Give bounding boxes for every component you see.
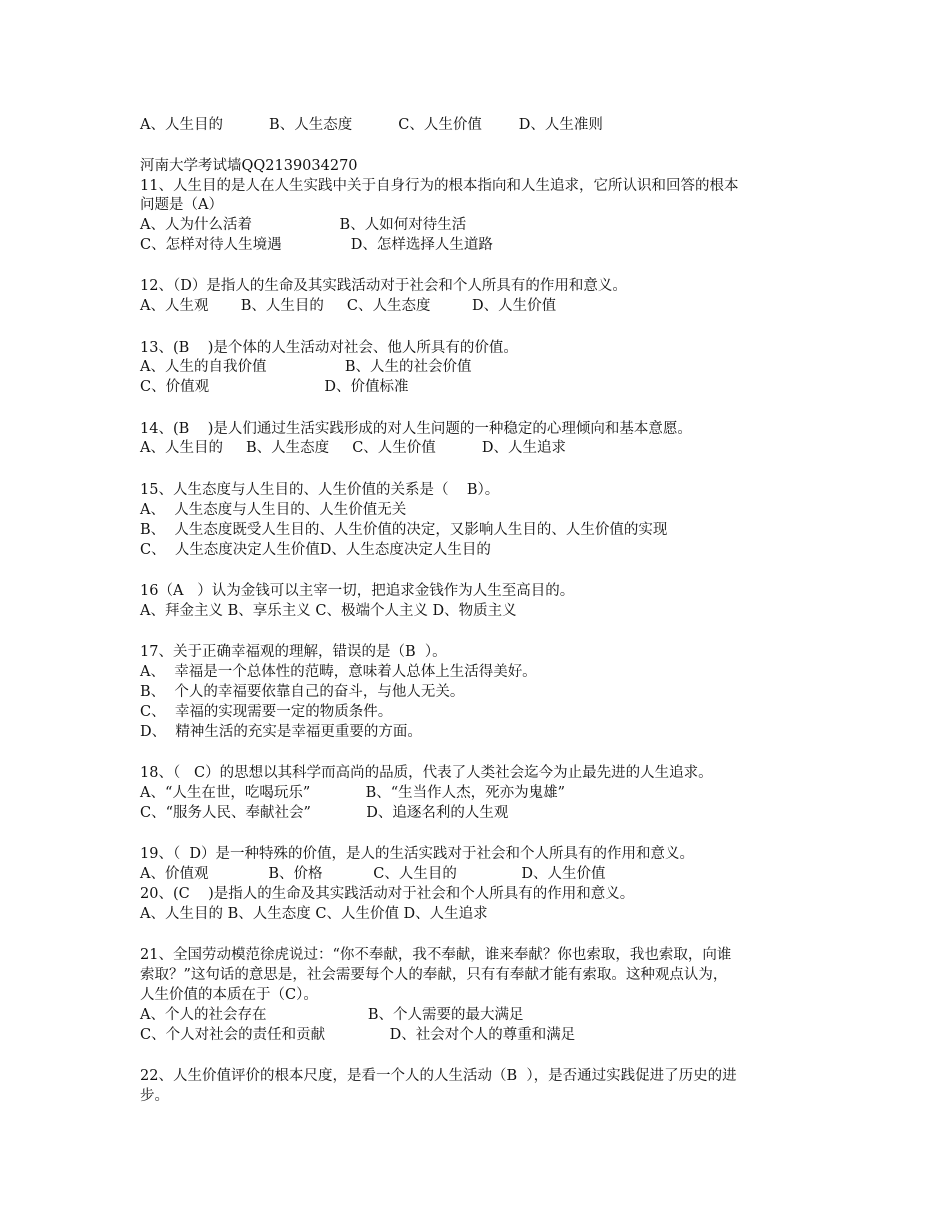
question-10-options: A、人生目的 B、人生态度 C、人生价值 D、人生准则 — [140, 117, 603, 133]
question-12-stem: 12、（D）是指人的生命及其实践活动对于社会和个人所具有的作用和意义。 — [140, 278, 627, 294]
question-17-stem: 17、关于正确幸福观的理解，错误的是（B ）。 — [140, 644, 447, 660]
question-21-options-cd: C、个人对社会的责任和贡献 D、社会对个人的尊重和满足 — [140, 1027, 576, 1043]
question-16-options: A、拜金主义 B、享乐主义 C、极端个人主义 D、物质主义 — [140, 603, 517, 619]
question-11-stem-cont: 问题是（A） — [140, 197, 223, 213]
question-17-option-a: A、 幸福是一个总体性的范畴，意味着人总体上生活得美好。 — [140, 664, 537, 680]
question-11-stem: 11、人生目的是人在人生实践中关于自身行为的根本指向和人生追求，它所认识和回答的根本 — [140, 178, 739, 194]
question-11-options-ab: A、人为什么活着 B、人如何对待生活 — [140, 217, 467, 233]
question-21-stem-cont: 索取？”这句话的意思是，社会需要每个人的奉献，只有有奉献才能有索取。这种观点认为， — [140, 967, 728, 983]
question-17-option-d: D、 精神生活的充实是幸福更重要的方面。 — [140, 724, 422, 740]
question-20-options: A、人生目的 B、人生态度 C、人生价值 D、人生追求 — [140, 906, 488, 922]
question-22-stem: 22、人生价值评价的根本尺度，是看一个人的人生活动（B ），是否通过实践促进了历史的进 — [140, 1068, 737, 1084]
question-22-stem-cont: 步。 — [140, 1088, 169, 1104]
question-11-options-cd: C、怎样对待人生境遇 D、怎样选择人生道路 — [140, 237, 493, 253]
question-19-options: A、价值观 B、价格 C、人生目的 D、人生价值 — [140, 866, 606, 882]
question-13-options-ab: A、人生的自我价值 B、人生的社会价值 — [140, 359, 472, 375]
question-16-stem: 16（A ）认为金钱可以主宰一切，把追求金钱作为人生至高目的。 — [140, 583, 575, 599]
question-14-options: A、人生目的 B、人生态度 C、人生价值 D、人生追求 — [140, 440, 567, 456]
question-15-option-a: A、 人生态度与人生目的、人生价值无关 — [140, 502, 407, 518]
question-15-stem: 15、人生态度与人生目的、人生价值的关系是（ B）。 — [140, 482, 500, 498]
question-21-stem: 21、全国劳动模范徐虎说过：“你不奉献，我不奉献，谁来奉献？你也索取，我也索取，向谁 — [140, 947, 732, 963]
question-21-options-ab: A、个人的社会存在 B、个人需要的最大满足 — [140, 1007, 524, 1023]
question-12-options: A、人生观 B、人生目的 C、人生态度 D、人生价值 — [140, 298, 557, 314]
watermark-line: 河南大学考试墙QQ2139034270 — [140, 158, 358, 174]
question-21-stem-end: 人生价值的本质在于（C）。 — [140, 987, 318, 1003]
question-18-options-ab: A、“人生在世，吃喝玩乐” B、“生当作人杰，死亦为鬼雄” — [140, 785, 566, 801]
question-15-option-cd: C、 人生态度决定人生价值D、人生态度决定人生目的 — [140, 542, 491, 558]
question-14-stem: 14、(B )是人们通过生活实践形成的对人生问题的一种稳定的心理倾向和基本意愿。 — [140, 421, 692, 437]
question-17-option-b: B、 个人的幸福要依靠自己的奋斗，与他人无关。 — [140, 684, 465, 700]
question-20-stem: 20、(C )是指人的生命及其实践活动对于社会和个人所具有的作用和意义。 — [140, 886, 635, 902]
question-19-stem: 19、（ D）是一种特殊的价值，是人的生活实践对于社会和个人所具有的作用和意义。 — [140, 846, 695, 862]
question-13-options-cd: C、价值观 D、价值标准 — [140, 379, 409, 395]
question-18-stem: 18、（ C）的思想以其科学而高尚的品质，代表了人类社会迄今为止最先进的人生追求。 — [140, 765, 713, 781]
question-15-option-b: B、 人生态度既受人生目的、人生价值的决定，又影响人生目的、人生价值的实现 — [140, 522, 668, 538]
question-13-stem: 13、(B )是个体的人生活动对社会、他人所具有的价值。 — [140, 340, 518, 356]
question-17-option-c: C、 幸福的实现需要一定的物质条件。 — [140, 704, 393, 720]
question-18-options-cd: C、“服务人民、奉献社会” D、追逐名利的人生观 — [140, 805, 509, 821]
